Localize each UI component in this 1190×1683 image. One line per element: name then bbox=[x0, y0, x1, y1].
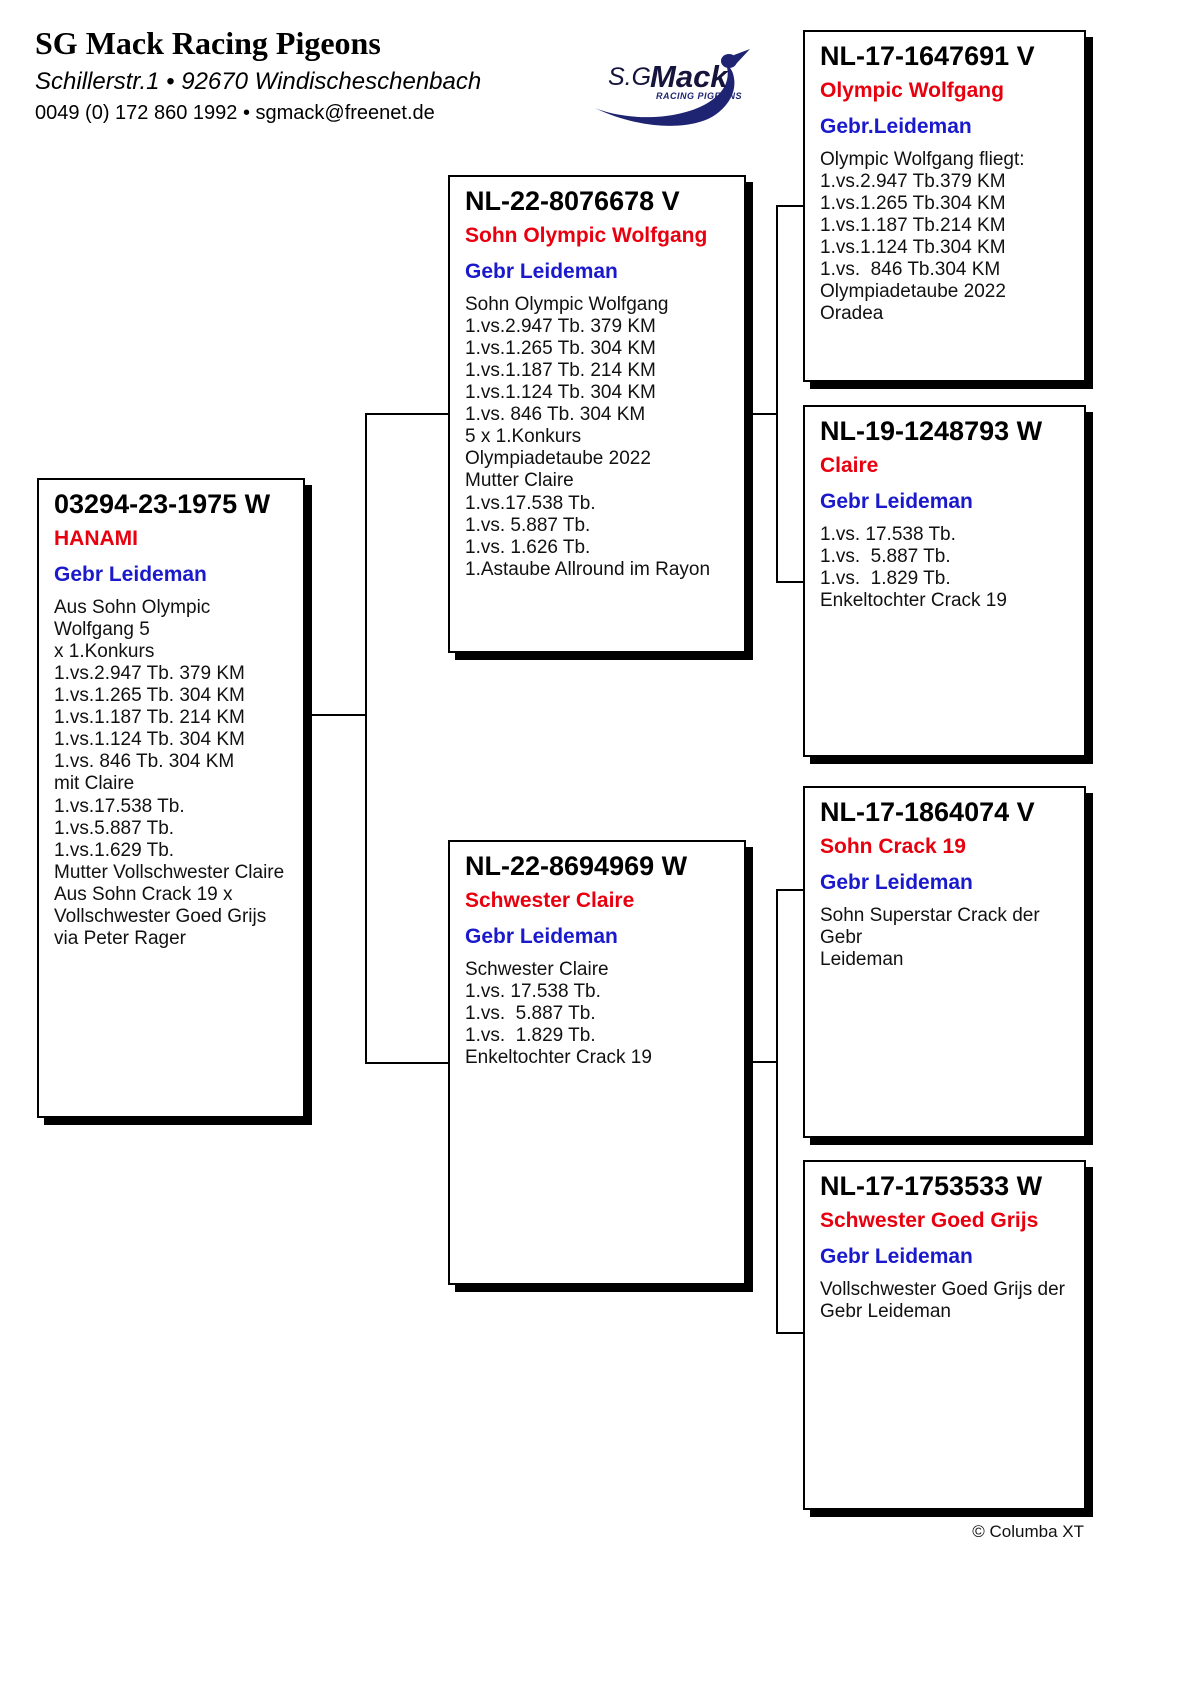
performance-text: Sohn Olympic Wolfgang 1.vs.2.947 Tb. 379 KM 1.vs.1.265 Tb. 304 KM 1.vs.1.187 Tb. 214 KM 1.vs.1.124 Tb. 304 KM 1.vs. 846 Tb. 304 KM 5 x 1.Konkurs Olympiadetaube 2022 Mutter Claire 1.vs.17.538 Tb. 1.vs. 5.887 Tb. 1.vs. 1.626 Tb. 1.Astaube Allround im Rayon bbox=[465, 294, 711, 580]
pigeon-name: Schwester Goed Grijs bbox=[820, 1209, 1039, 1233]
performance-text: Olympic Wolfgang fliegt: 1.vs.2.947 Tb.379 KM 1.vs.1.265 Tb.304 KM 1.vs.1.187 Tb.214 KM 1.vs.1.124 Tb.304 KM 1.vs. 846 Tb.304 KM Olympiadetaube 2022 Oradea bbox=[820, 149, 1025, 325]
pigeon-logo-icon bbox=[592, 48, 752, 156]
letterhead bbox=[35, 26, 481, 125]
loft-title: SG Mack Racing Pigeons bbox=[35, 25, 381, 61]
performance-text: Vollschwester Goed Grijs der Gebr Leideman bbox=[820, 1279, 1065, 1323]
connector-paternal-bracket bbox=[776, 205, 778, 583]
breeder-name: Gebr Leideman bbox=[465, 260, 618, 284]
breeder-name: Gebr Leideman bbox=[54, 563, 207, 587]
breeder-name: Gebr Leideman bbox=[465, 925, 618, 949]
performance-text: Sohn Superstar Crack der Gebr Leideman bbox=[820, 905, 1040, 971]
pedigree-box-paternal-grandfather bbox=[803, 30, 1086, 382]
ring-number: NL-22-8076678 V bbox=[465, 186, 680, 216]
pedigree-box-mother bbox=[448, 840, 746, 1285]
pigeon-name: Schwester Claire bbox=[465, 889, 635, 913]
connector-father-stub bbox=[746, 413, 778, 415]
logo-text-main: Mack bbox=[650, 59, 728, 94]
pedigree-box-maternal-grandmother bbox=[803, 1160, 1086, 1510]
pigeon-beak-icon bbox=[734, 49, 750, 64]
connector-to-father bbox=[365, 413, 450, 415]
logo-text-prefix: S.G. bbox=[608, 63, 659, 91]
connector-subject-stub bbox=[305, 714, 367, 716]
pigeon-name: Sohn Crack 19 bbox=[820, 835, 966, 859]
connector-to-mother bbox=[365, 1062, 450, 1064]
pigeon-name: Olympic Wolfgang bbox=[820, 79, 1004, 103]
pedigree-box-paternal-grandmother bbox=[803, 405, 1086, 757]
ring-number: NL-17-1864074 V bbox=[820, 797, 1035, 827]
loft-contact: 0049 (0) 172 860 1992 • sgmack@freenet.de bbox=[35, 102, 435, 125]
performance-text: Aus Sohn Olympic Wolfgang 5 x 1.Konkurs 1.vs.2.947 Tb. 379 KM 1.vs.1.265 Tb. 304 KM 1.vs.1.187 Tb. 214 KM 1.vs.1.124 Tb. 304 KM 1.vs. 846 Tb. 304 KM mit Claire 1.vs.17.538 Tb. 1.vs.5.887 Tb. 1.vs.1.629 Tb. Mutter Vollschwester Claire Aus Sohn Crack 19 x Vollschwester Goed Grijs via Peter Rager bbox=[54, 597, 285, 949]
pedigree-box-maternal-grandfather bbox=[803, 786, 1086, 1138]
ring-number: NL-22-8694969 W bbox=[465, 851, 688, 881]
loft-address: Schillerstr.1 • 92670 Windischeschenbach bbox=[35, 68, 482, 96]
connector-maternal-bracket bbox=[776, 889, 778, 1334]
connector-to-paternal-grandfather bbox=[776, 205, 805, 207]
pigeon-name: HANAMI bbox=[54, 527, 138, 551]
pigeon-name: Claire bbox=[820, 454, 879, 478]
ring-number: NL-19-1248793 W bbox=[820, 416, 1043, 446]
connector-to-paternal-grandmother bbox=[776, 581, 805, 583]
ring-number: NL-17-1647691 V bbox=[820, 41, 1035, 71]
sgmack-logo bbox=[592, 48, 752, 156]
breeder-name: Gebr Leideman bbox=[820, 871, 973, 895]
breeder-name: Gebr.Leideman bbox=[820, 115, 972, 139]
breeder-name: Gebr Leideman bbox=[820, 1245, 973, 1269]
connector-to-maternal-grandfather bbox=[776, 889, 805, 891]
connector-parents-bracket bbox=[365, 413, 367, 1064]
connector-to-maternal-grandmother bbox=[776, 1332, 805, 1334]
pigeon-name: Sohn Olympic Wolfgang bbox=[465, 224, 708, 248]
pedigree-box-father bbox=[448, 175, 746, 653]
breeder-name: Gebr Leideman bbox=[820, 490, 973, 514]
performance-text: 1.vs. 17.538 Tb. 1.vs. 5.887 Tb. 1.vs. 1.829 Tb. Enkeltochter Crack 19 bbox=[820, 524, 1007, 612]
ring-number: 03294-23-1975 W bbox=[54, 489, 271, 519]
logo-tagline: RACING PIGEONS bbox=[656, 91, 743, 101]
connector-mother-stub bbox=[746, 1061, 778, 1063]
ring-number: NL-17-1753533 W bbox=[820, 1171, 1043, 1201]
software-copyright: © Columba XT bbox=[972, 1522, 1084, 1541]
pedigree-box-subject bbox=[37, 478, 305, 1118]
performance-text: Schwester Claire 1.vs. 17.538 Tb. 1.vs. 5.887 Tb. 1.vs. 1.829 Tb. Enkeltochter Crack 19 bbox=[465, 959, 652, 1069]
